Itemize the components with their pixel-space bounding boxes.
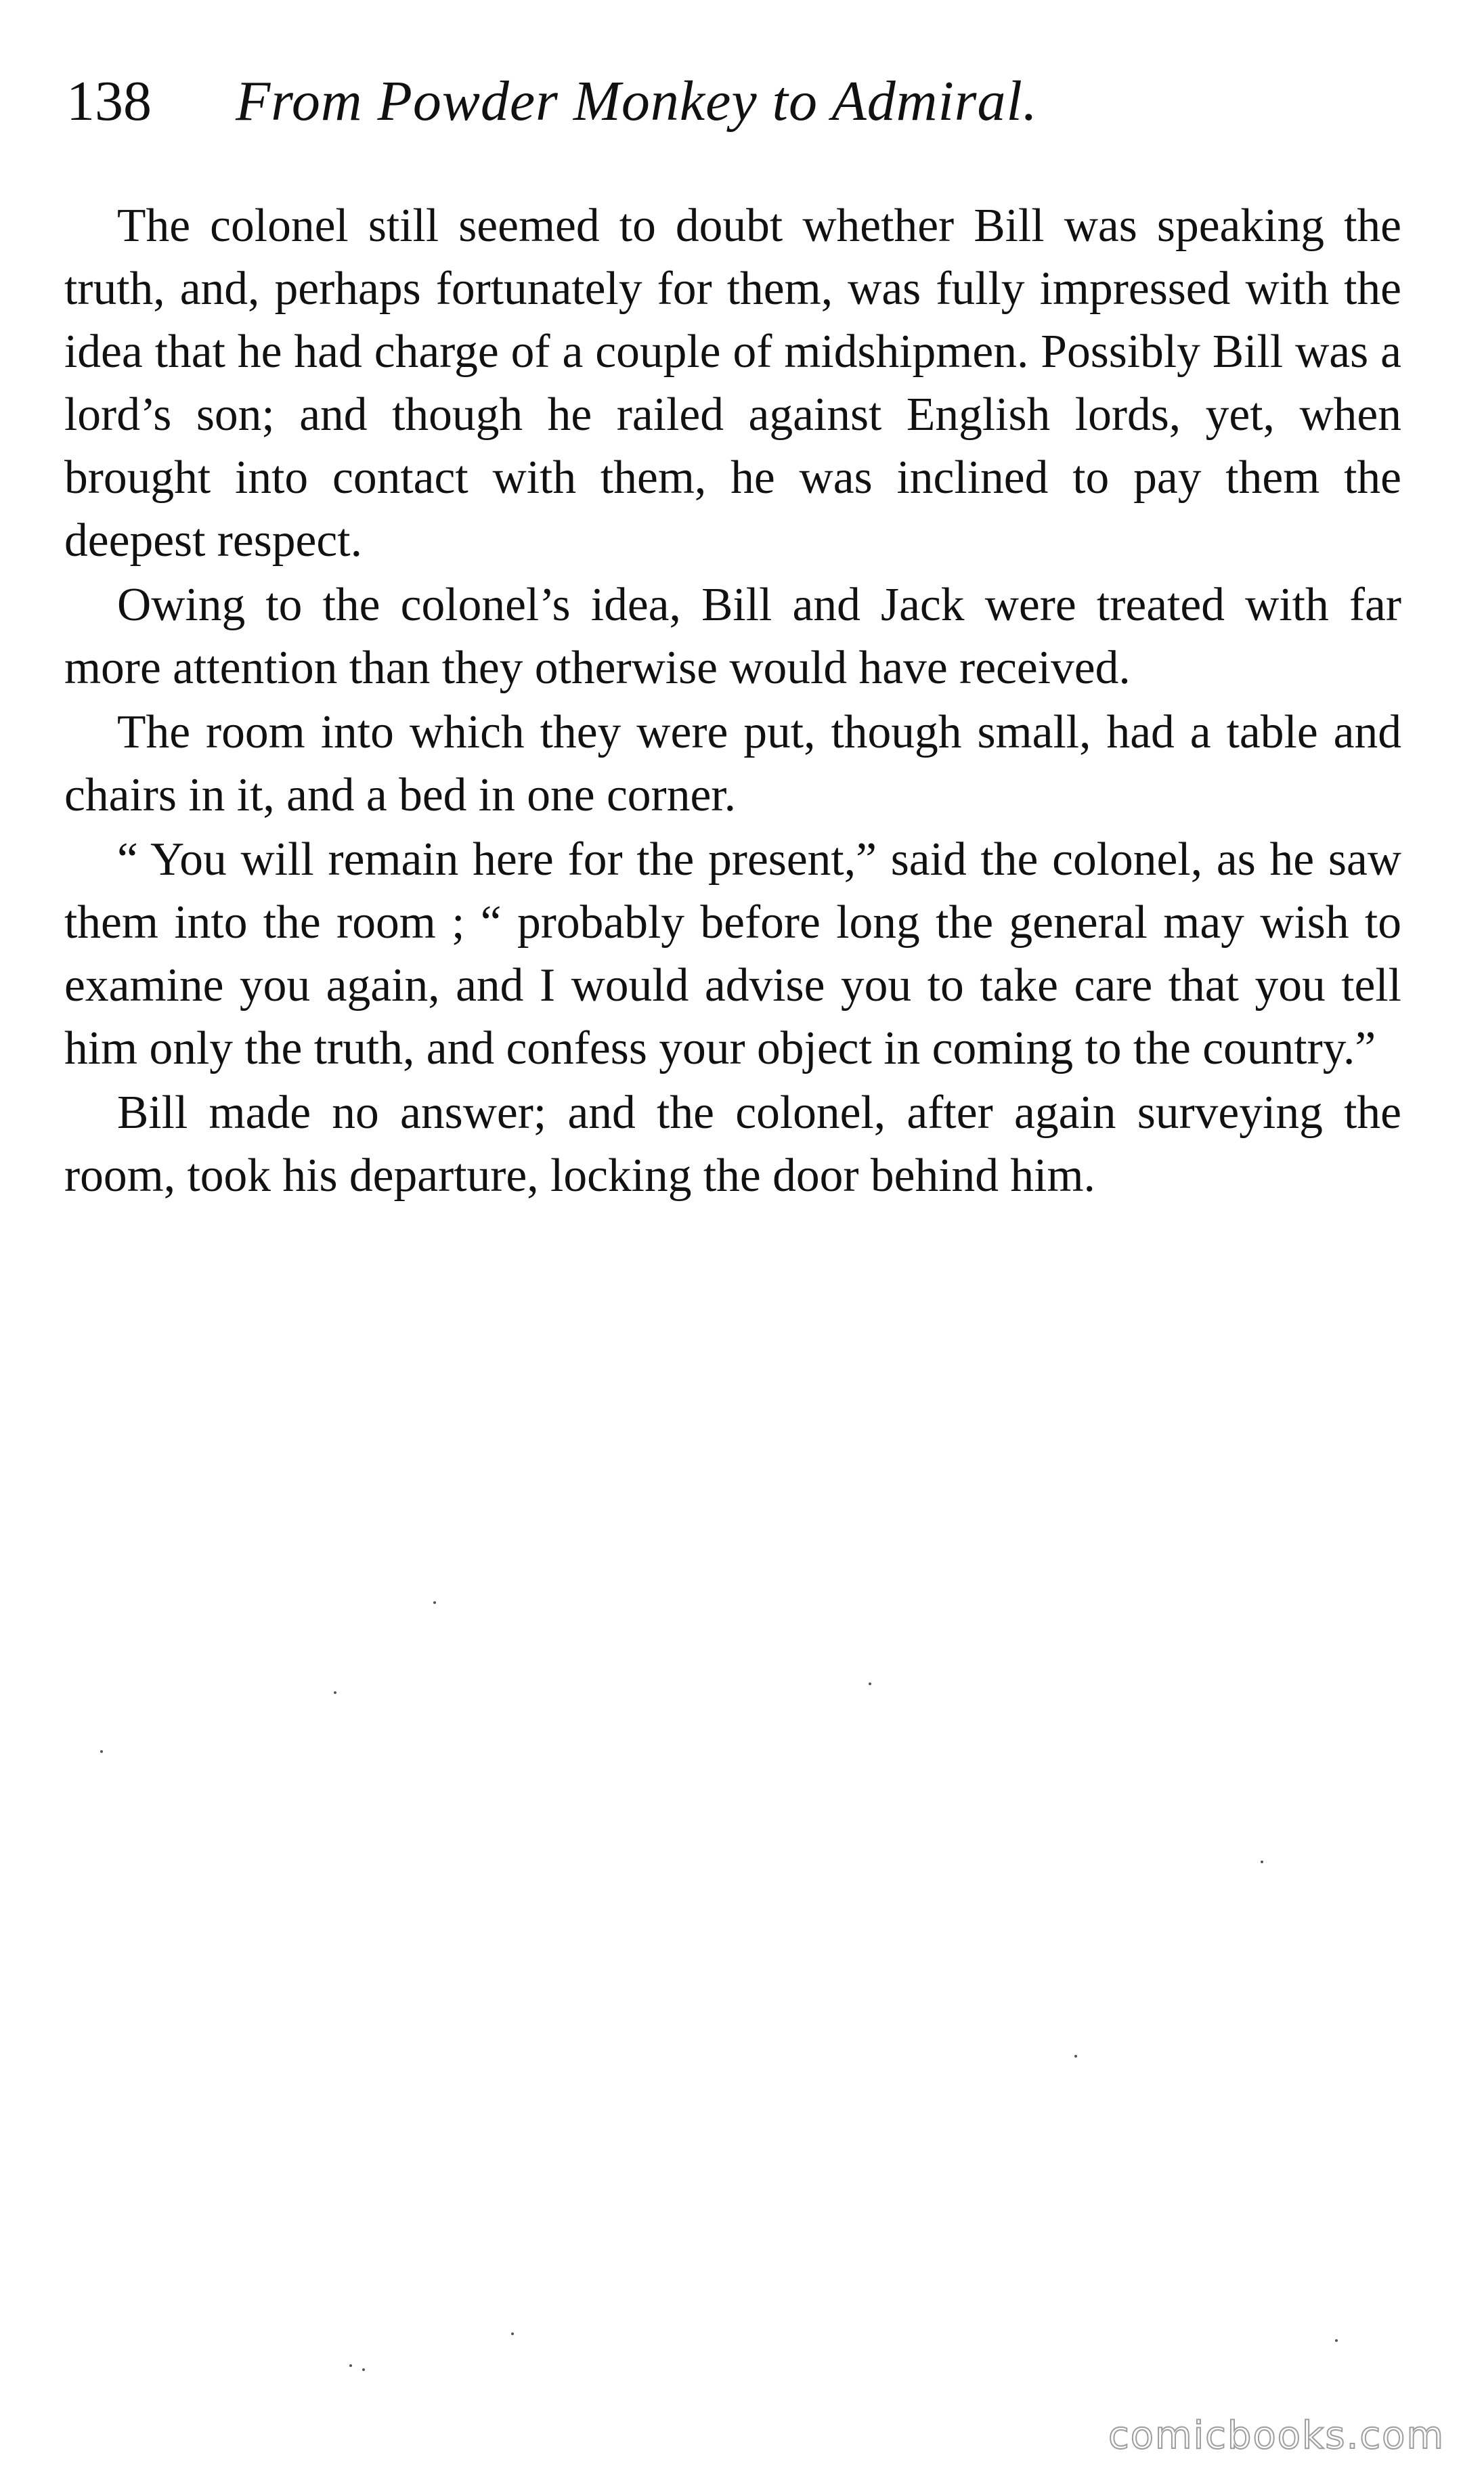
scan-speck <box>1074 2055 1077 2058</box>
scan-speck <box>362 2368 365 2371</box>
paragraph: The colonel still seemed to doubt whether Bill was speaking the truth, and, perhaps fortunately for them, was fully impressed with the idea that he had charge of a couple of midshipmen. Possibly Bill was a lord’s son; and though he railed against English lords, yet, when brought into contact with them, he was inclined to pay them the deepest respect. <box>64 200 1401 567</box>
scan-speck <box>433 1601 436 1604</box>
body-text <box>64 194 1401 1209</box>
scan-speck <box>1261 1861 1263 1863</box>
running-head <box>66 64 1414 139</box>
paragraph: “ You will remain here for the present,” said the colonel, as he saw them into the room ; “ probably before long the general may wish to examine you again, and I would advise you to take care that you tell him only the truth, and confess your object in coming to the country.” <box>64 833 1401 1074</box>
scan-speck <box>869 1682 871 1685</box>
scan-speck <box>334 1691 336 1694</box>
scan-speck <box>511 2332 514 2335</box>
watermark-logo: comicbooks.com <box>1108 2414 1445 2458</box>
paragraph: Owing to the colonel’s idea, Bill and Jack were treated with far more attention than they otherwise would have received. <box>64 579 1401 694</box>
page-number: 138 <box>66 70 152 133</box>
paragraph: Bill made no answer; and the colonel, after again surveying the room, took his departure, locking the door behind him. <box>64 1087 1401 1202</box>
scan-speck <box>1335 2339 1338 2342</box>
scan-speck <box>349 2364 352 2367</box>
scan-speck <box>100 1750 103 1753</box>
book-title: From Powder Monkey to Admiral. <box>236 70 1038 133</box>
paragraph: The room into which they were put, though small, had a table and chairs in it, and a bed in one corner. <box>64 706 1401 821</box>
